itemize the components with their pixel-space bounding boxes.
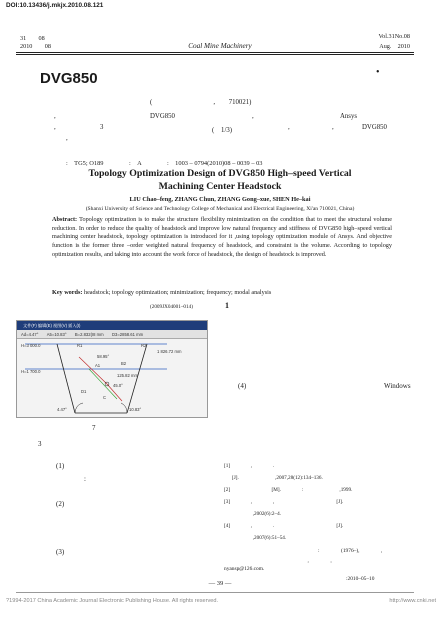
classification-line: : TG5; O189 : A : 1003 – 0794(2010)08 – 0039 – 03: [66, 160, 263, 167]
cad-angle1: 58.95°: [97, 354, 110, 359]
page-number: — 39 —: [208, 580, 232, 587]
fund-number: (2009JX04001–014): [150, 304, 193, 310]
received-date: :2010–05–10: [346, 576, 375, 582]
journal-name: Coal Mine Machinery: [188, 42, 252, 50]
section-one-heading: 1: [225, 301, 229, 310]
cn-abstract-mark: ,: [66, 135, 68, 142]
abstract-text: Topology optimization is to make the structure flexibility minimization on the condition that to meet the structural volume reduction. In order to reduce the quality of headstock and improve low natural frequency and stiffness of DVG850 high–speed vertical machining center headstock, topology optimization is introduced for it ,using topology optimization module of Ansys. And objective function is the former three –order weighted natural frequency of headstock, and constraint is the volume. According to topology optimization results, and taking into account the work force of headstock, the design of headstock is improved.: [52, 216, 392, 258]
cad-label-d1: D1: [81, 389, 87, 394]
cad-angle2: 125.82 mm: [117, 373, 138, 378]
english-authors: LIU Chao–feng, ZHANG Chun, ZHANG Gong–xue, SHEN He–kai: [129, 196, 311, 203]
cad-angle5: 10.83°: [129, 407, 142, 412]
reference-line: [4] , . [J].: [224, 523, 344, 529]
cad-a-value: 1 826.72 mm: [157, 349, 182, 354]
equation-four: (4): [238, 382, 247, 390]
keywords-label: Key words:: [52, 289, 83, 296]
cn-abstract-ansys: Ansys: [340, 113, 357, 120]
english-affiliation: (Shanxi University of Science and Technology College of Mechanical and Electrical Engineering, Xi'an 710021, China): [85, 206, 355, 212]
copyright-footer: ?1994-2017 China Academic Journal Electronic Publishing House. All rights reserved.: [6, 598, 219, 604]
title-marker: •: [376, 67, 380, 78]
cn-abstract-mark: ,: [252, 113, 254, 120]
chinese-title: DVG850: [40, 70, 98, 87]
cn-abstract-fraction: ( 1/3): [212, 127, 233, 134]
reference-line: [3] , , [J].: [224, 499, 344, 505]
cad-label-c: C: [103, 395, 107, 400]
english-abstract: [52, 216, 392, 260]
cnki-link[interactable]: http://www.cnki.net: [389, 598, 436, 604]
reference-line: ,2002(6):2–4.: [232, 511, 281, 517]
english-title-line1: Topology Optimization Design of DVG850 High–speed Vertical: [88, 168, 352, 179]
cn-abstract-mark: ,: [54, 113, 56, 120]
item-two: (2): [56, 500, 65, 508]
cad-label-r1: R1: [77, 343, 83, 348]
doi-line: DOI:10.13436/j.mkjx.2010.08.121: [6, 2, 104, 9]
cad-label-b2: B2: [121, 361, 127, 366]
cad-figure: [16, 320, 208, 418]
cad-angle3: 45.0°: [113, 383, 123, 388]
reference-line: [2] [M]. : ,1999.: [224, 487, 353, 493]
item-three: (3): [56, 548, 65, 556]
cad-label-r2: R2: [141, 343, 147, 348]
reference-line: [J]. ,2007,28(12):134–136.: [232, 475, 323, 481]
section-three-heading: 3: [38, 440, 42, 448]
english-title-line2: Machining Center Headstock: [158, 181, 282, 192]
chinese-affiliation: ( , 710021): [150, 99, 252, 106]
cn-abstract-mark: ,: [332, 124, 334, 131]
cn-abstract-dvg: DVG850: [362, 124, 387, 131]
cn-abstract-dvg: DVG850: [150, 113, 175, 120]
author-email: nyansp@126.com.: [224, 566, 265, 572]
figure-number-seven: 7: [92, 424, 96, 432]
cad-toolbar-text: 文件(F) 编辑(E) 视图(V) 插入(I): [23, 323, 81, 328]
abstract-label: Abstract:: [52, 216, 78, 223]
item-colon: :: [84, 475, 86, 483]
footer-rule: [16, 592, 414, 593]
keywords-text: headstock; topology optimization; minimization; frequency; modal analysis: [83, 289, 272, 296]
windows-word: Windows: [384, 382, 411, 390]
header-rule-thin: [16, 54, 414, 55]
year-month-left: 2010 08: [20, 43, 51, 50]
reference-line: ,2007(6):51–54.: [232, 535, 287, 541]
volume-issue-left: 31 08: [20, 35, 45, 42]
item-one: (1): [56, 462, 65, 470]
cad-angle4: 4.47°: [57, 407, 67, 412]
cn-abstract-mark: ,: [288, 124, 290, 131]
header-rule: [16, 52, 414, 53]
date-right: Aug. 2010: [379, 43, 410, 50]
cn-abstract-mark: ,: [54, 124, 56, 131]
cad-label-a1: A1: [95, 363, 101, 368]
cad-h-mid: H=1 700.0: [21, 369, 41, 374]
cn-abstract-three: 3: [100, 124, 104, 131]
reference-line: [1] , .: [224, 463, 275, 469]
cad-h-top: H=3 000.0: [21, 343, 41, 348]
author-bio: : (1976–), ,: [318, 548, 383, 554]
volume-issue-right: Vol.31No.08: [378, 33, 410, 40]
cad-param-row: Ad=4.47° A5=10.83° B=2.832(I8 mm D3=2858.61 mm: [21, 332, 144, 337]
keywords: [52, 289, 392, 296]
author-bio-2: , ,: [232, 558, 332, 564]
